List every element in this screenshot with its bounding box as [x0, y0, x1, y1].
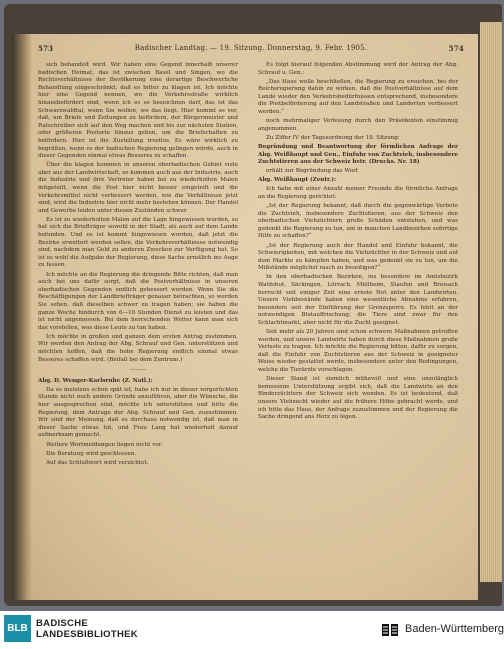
right-column — [258, 62, 458, 582]
paragraph: Es ist zu wiederholten Malen auf die Lage hingewiesen worden, so hat sich die Briefträger sowohl in der Stadt, als auch auf dem Lande befunden. Und es ist kommt hingewiesen worden, daß jetzt die Bezirke erweitert werden sollen, die Verkehrsverhältnisse notwendig sind, nachdem man Geld zu anderen Zwecken zur Verfügung hat. So ist es wohl die Aufgabe der Regierung, diese Sache ernstlich ins Auge zu fassen. — [38, 216, 238, 269]
paragraph: „Ist der Regierung auch der Handel und Einfuhr bekannt, die Schwierigkeiten, mit welchen die Viehzüchter in der Schweiz und auf dem Markte zu kämpfen haben, und was gedenkt sie zu tun, um die Mißstände möglichst rasch zu beseitigen?“ — [258, 242, 458, 272]
library-name-line2: LANDESBIBLIOTHEK — [36, 629, 138, 640]
speaker-heading: Abg. Weißhaupt (Zentr.): — [258, 177, 337, 184]
paragraph: Weitere Wortmeldungen liegen nicht vor. — [46, 441, 163, 448]
paragraph: Ich habe mit einer Anzahl meiner Freunde die förmliche Anfrage an die Regierung gerichtet: — [258, 186, 458, 200]
page-gutter — [12, 34, 32, 600]
paragraph: Über die klagen kommen in unseren oberbadischen Gebiet viele aber aus der Landwirtschaft, so kommen auch aus der Industrie, auch die Industrie und ihre Vertreter haben bei zu wiederholten Malen mitgeteilt, wenn die Post hier nicht besser eingeteilt und die Verkehrsmittel nicht verbessert werden, wie die Verhältnisse jetzt sind, wird die Industrie hier nicht mehr bestehen können. Der Handel und Gewerbe leiden unter diesen Zuständen schwer. — [38, 162, 238, 214]
speaker-heading: Abg. D. Wenger-Karlsruhe (Z. Natl.): — [38, 377, 153, 384]
paragraph: Da es meistens schon spät ist, habe ich nur in dieser vorgerückten Stunde nicht noch andere Gründe anzuführen, aber die Wünsche, die hier ausgesprochen sind, möchte ich unterstützen und bitte die Regierung, dem Antrage der Abg. Schrauf und Gen. zuzustimmen. Wir sind der Meinung, daß es durchaus notwendig ist, daß man in dieser Sache etwas tut, und Frau Lang hat wiederholt darauf aufmerksam gemacht. — [38, 386, 238, 439]
paragraph: ——— — [129, 367, 147, 374]
library-name-line1: BADISCHE — [36, 618, 89, 629]
library-name[interactable] — [36, 618, 138, 640]
speaker-heading: Begründung und Beantwortung der förmlichen Anfrage der Abg. Weißhaupt und Gen., Einfuhr von Zuchtvieh, insbesondere Zuchtstieren aus der Schweiz betr. (Drucks. Nr. 18) — [258, 143, 458, 166]
paragraph: erhält zur Begründung das Wort — [266, 168, 358, 175]
paragraph: „Ist der Regierung bekannt, daß durch die gegenwärtige Verbote die Zuchtvieh, insbesondere Zuchtstieren, aus der Schweiz den oberbadischen Viehzüchtern große Schäden entstehen, und was gedenkt die Regierung zu tun, um in manchen Landbezirken sofortige Hilfe zu schaffen?“ — [258, 203, 458, 240]
paragraph: Zu Ziffer IV der Tagesordnung der 19. Sitzung: — [266, 134, 400, 141]
footer-bar — [0, 611, 504, 649]
paragraph: Auf das Schlußwort wird verzichtet. — [46, 459, 149, 466]
running-title: Badischer Landtag. — 19. Sitzung. Donnerstag, 9. Febr. 1905. — [134, 44, 368, 52]
paragraph: Ich möchte in großen und ganzen dem ersten Antrag zustimmen. Wir werden den Antrag der Abg. Schrauf und Gen. unterstützen und möchten hoffen, daß die hohe Regierung endlich einmal etwas Besseres schaffen wird. (Beifall bei dem Zentrum.) — [38, 333, 238, 363]
paragraph: Die Beratung wird geschlossen. — [46, 450, 137, 457]
running-header — [38, 44, 464, 58]
blb-logo[interactable]: BLB — [4, 615, 31, 642]
left-column — [38, 62, 238, 582]
paragraph: Es folgt hierauf folgenden Abstimmung wird der Antrag der Abg. Schrauf u. Gen.: — [258, 62, 458, 76]
paragraph: Ich möchte an die Regierung die dringende Bitte richten, daß man auch bei uns dafür sorgt, daß die Postverhältnisse in unseren oberbadischen Gegenden endlich gebessert werden. Wenn Sie die Beschäftigungen der Landbriefträger genauer betrachten, so werden Sie sehen, daß dieselben schwer zu tragen haben; sie haben die ganze Woche hindurch von 6—10 Stunden Dienst zu leisten und das ist nicht angemessen. Bei dem herrschenden Wetter kann man sich das vorstellen, was diese Leute zu tun haben. — [38, 271, 238, 331]
paragraph: In den oberbadischen Bezirken, ins besondere im Amtsbezirk Waldshut, Säckingen, Lörrach, Müllheim, Staufen und Breisach herrscht seit einiger Zeit eine ernste Not unter den Landwirten. Unsere Viehbestände haben eine wesentliche Abnahme erfahren, besonders seit der Einführung der Grenzsperre. Es fehlt an der notwendigen Blutauffrischung; die Tiere sind zwar für den Schlachtmarkt, aber nicht für die Zucht geeignet. — [258, 274, 458, 326]
state-name[interactable]: Baden-Württemberg — [405, 623, 504, 635]
page-number-left: 573 — [38, 44, 54, 53]
baden-wuerttemberg-lions-icon — [380, 621, 400, 639]
paragraph: Seit mehr als 20 Jahren sind schon schwere Maßnahmen getroffen worden, und unsere Landwirte haben durch diese Maßnahmen große Verluste zu tragen. Ich möchte die Regierung bitten, dafür zu sorgen, daß die Einfuhr von Zuchtstieren aus der Schweiz in geeigneter Weise wieder gestattet werde, insbesondere unter den Bedingungen, welche die Tierärzte vorschlagen. — [258, 329, 458, 374]
paragraph: Dieser Stand ist ziemlich mühevoll und eine unzulänglich bemessene Unterstützung ergibt sich, daß die Landwirte an den Rinderzüchtern der Schweiz sich wenden. Es ist bedeutend, daß unsere Viehzucht wieder auf die frühere Höhe gebracht werde, und ich bitte das Haus, der Anfrage zuzustimmen und der Regierung die Sache dringend ans Herz zu legen. — [258, 376, 458, 421]
paragraph: sich behandelt wird. Wir haben eine Gegend innerhalb unserer badischen Heimat, das ist zwischen Basel und Singen, wo die Rechtsverhältnisse der Bevölkerung eine derartige Beschwerliche Behandlung eingeschränkt, daß es bitter zu klagen ist. Ich möchte hier eine Gegend nennen, wo die Verkehrsstraße wirklich hinausbefördert sind, wenn ich es so bezeichnen darf, das ist das Schwarzwaldtal, wenn Sie wollen, wo das liegt. Hier kommt es vor, daß, um Briefe und Zeitungen zu befördern, der Bürgermeister und Ratschreiber sich auf den Weg machen und bis zur nächsten Station, oder größeren Postorte hinaus gehen, um die Briefschaften zu befördern. Hier ist die Zustellung trostlos. Es wäre wirklich zu begrüßen, wenn es der badischen Regierung gelingen würde, auch in dieser Gegenden einmal etwas Besseres zu schaffen. — [38, 62, 238, 160]
page-edges — [480, 22, 502, 582]
paragraph: „Das Haus wolle beschließen, die Regierung zu ersuchen, bei der Reichsregierung dahin zu wirken, daß die Postverhältnisse auf dem Lande wieder den Verkehrsbedürfnissen entsprechend, insbesondere die Postbeförderung auf den Landstraßen und Landorten verbessert werden.“ — [258, 78, 458, 116]
page-number-right: 574 — [448, 44, 464, 53]
paragraph: noch mehrmaliger Verlesung durch den Präsidenten einstimmig angenommen. — [258, 118, 458, 132]
